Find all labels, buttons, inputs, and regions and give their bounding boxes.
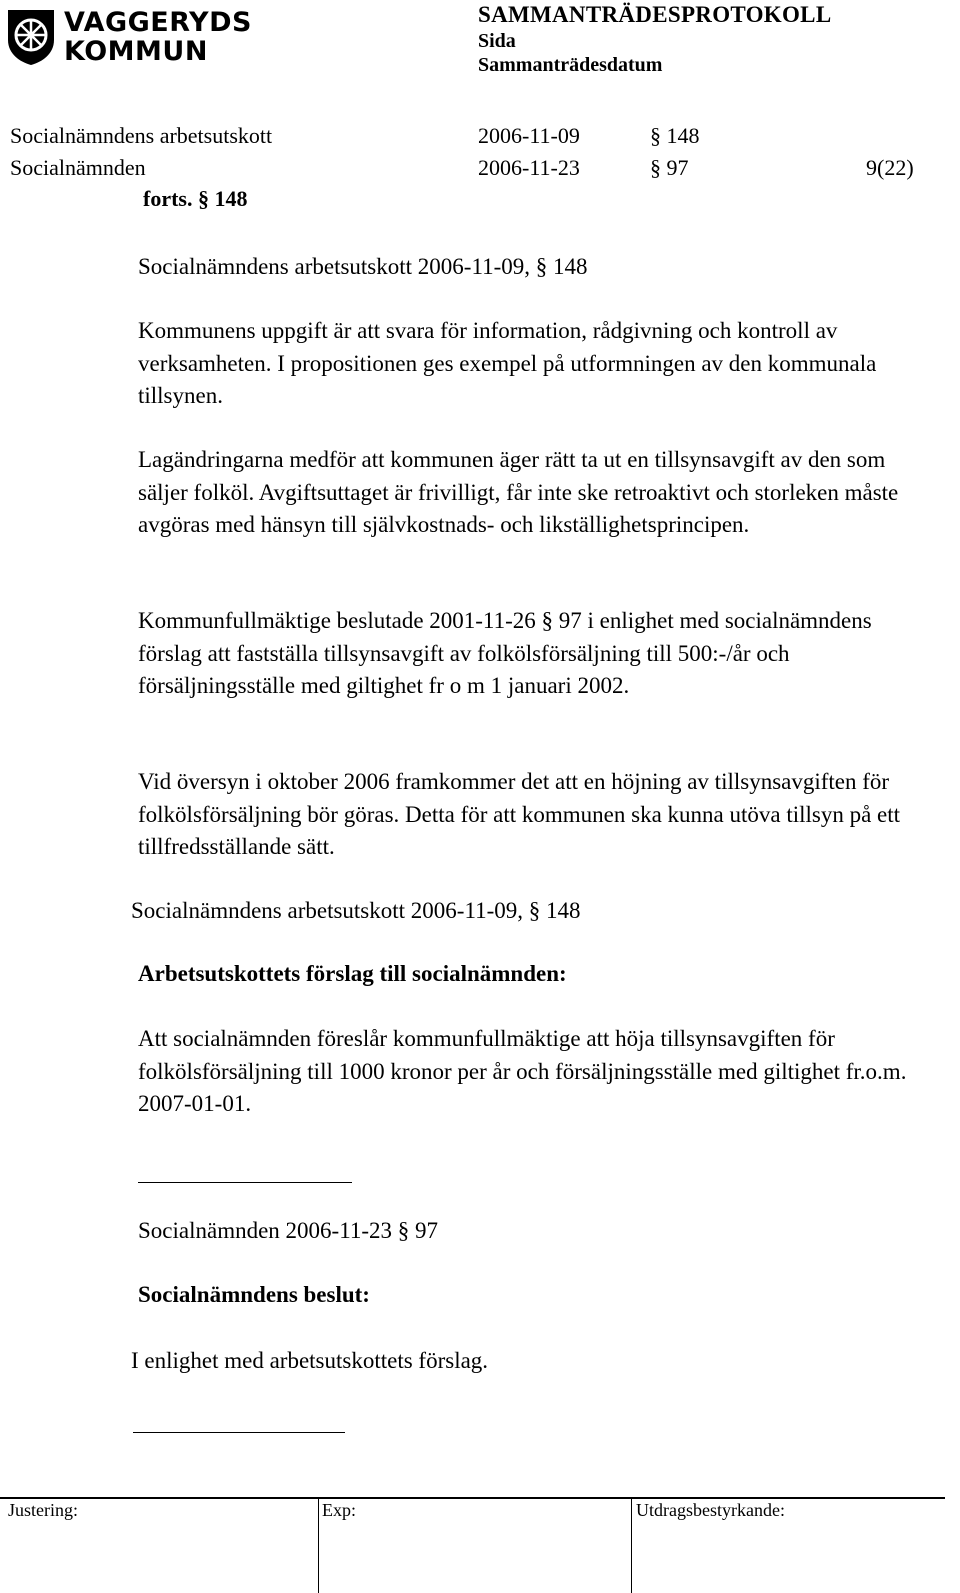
- section1-paragraph-4: [138, 766, 938, 864]
- paragraph-text: Lagändringarna medför att kommunen äger rätt ta ut en tillsynsavgift av den som säljer folköl. Avgiftsuttaget är frivilligt, får inte ske retroaktivt och storleken måste avgöras med hänsyn till självkostnads- och likställighetsprincipen.: [138, 447, 899, 537]
- paragraph-text: Vid översyn i oktober 2006 framkommer det att en höjning av tillsynsavgiften för folkölsförsäljning bör göras. Detta för att kommunen ska kunna utöva tillsyn på ett tillfredsställande sätt.: [138, 769, 901, 859]
- paragraph-text: Kommunfullmäktige beslutade 2001-11-26 § 97 i enlighet med socialnämndens förslag att fastställa tillsynsavgift av folkölsförsäljning till 500:-/år och försäljningsställe med giltighet fr o m 1 januari 2002.: [138, 608, 872, 698]
- section2-text: Att socialnämnden föreslår kommunfullmäktige att höja tillsynsavgiften för folkölsförsäljning till 1000 kronor per år och försäljningsställe med giltighet fr.o.m. 2007-01-01.: [138, 1026, 907, 1116]
- section2-heading: Arbetsutskottets förslag till socialnämnden:: [138, 961, 567, 986]
- footer-rule: [0, 1497, 945, 1499]
- section1-paragraph-1: [138, 315, 938, 413]
- footer-exp: Exp:: [322, 1500, 356, 1520]
- row2-para: § 97: [650, 155, 689, 180]
- date-label: Sammanträdesdatum: [478, 54, 663, 76]
- forts-label: forts. § 148: [143, 186, 248, 211]
- row2-body: Socialnämnden: [10, 155, 146, 180]
- row1-body: Socialnämndens arbetsutskott: [10, 123, 273, 148]
- sida-label: Sida: [478, 30, 516, 52]
- page-number: 9(22): [866, 155, 914, 180]
- footer-utdrag: Utdragsbestyrkande:: [636, 1500, 785, 1520]
- section2-ref: Socialnämndens arbetsutskott 2006-11-09, § 148: [131, 898, 581, 923]
- section3-ref: Socialnämnden 2006-11-23 § 97: [138, 1218, 439, 1243]
- section3-heading: Socialnämndens beslut:: [138, 1282, 370, 1307]
- footer-divider: [318, 1497, 319, 1593]
- section1-paragraph-3: [138, 605, 938, 703]
- logo-line1: VAGGERYDS: [64, 7, 252, 38]
- logo-text: [64, 8, 252, 66]
- coat-of-arms-icon: [4, 6, 58, 66]
- row1-date: 2006-11-09: [478, 123, 580, 148]
- separator-line: [138, 1182, 352, 1183]
- protocol-title: SAMMANTRÄDESPROTOKOLL: [478, 2, 832, 27]
- municipality-logo: [4, 6, 252, 68]
- logo-line2: KOMMUN: [64, 36, 208, 67]
- footer-justering: Justering:: [8, 1500, 78, 1520]
- section3-text: I enlighet med arbetsutskottets förslag.: [131, 1348, 489, 1373]
- separator-line: [133, 1432, 345, 1433]
- paragraph-text: Kommunens uppgift är att svara för information, rådgivning och kontroll av verksamheten. I propositionen ges exempel på utformningen av den kommunala tillsynen.: [138, 318, 877, 408]
- footer-divider: [631, 1497, 632, 1593]
- row2-date: 2006-11-23: [478, 155, 580, 180]
- section1-paragraph-2: [138, 444, 938, 542]
- section1-ref: Socialnämndens arbetsutskott 2006-11-09, § 148: [138, 254, 588, 279]
- row1-para: § 148: [650, 123, 700, 148]
